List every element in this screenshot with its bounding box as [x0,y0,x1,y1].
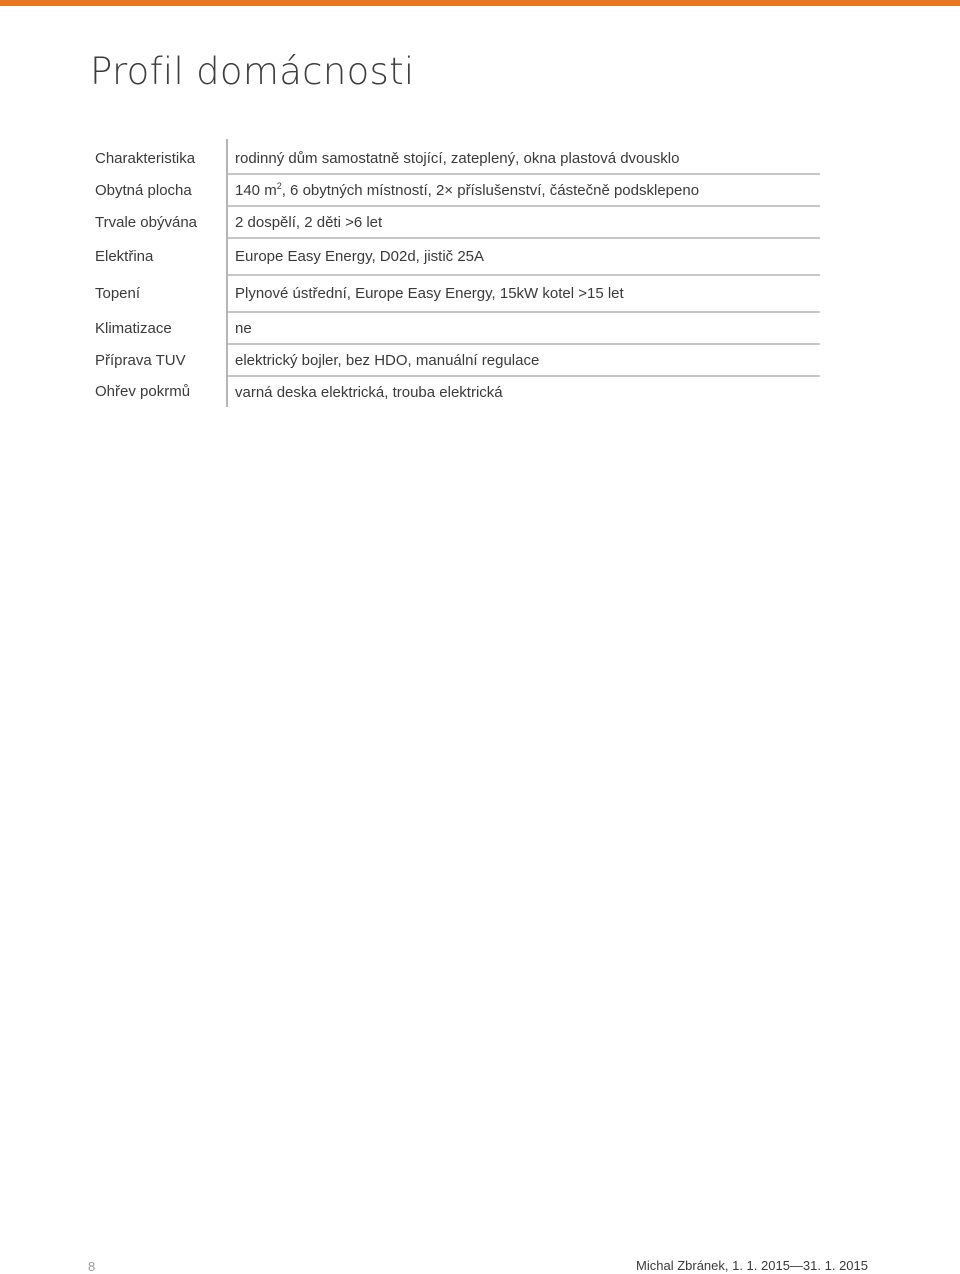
row-value: Plynové ústřední, Europe Easy Energy, 15kW kotel >15 let [227,275,820,312]
row-label: Charakteristika [88,139,227,174]
row-label: Topení [88,275,227,312]
row-label: Obytná plocha [88,174,227,206]
table-row [88,275,820,312]
table-row [88,174,820,206]
table-row [88,376,820,407]
row-value: Europe Easy Energy, D02d, jistič 25A [227,238,820,275]
table-row [88,206,820,238]
row-label: Trvale obývána [88,206,227,238]
table-row [88,139,820,174]
row-value: rodinný dům samostatně stojící, zateplený, okna plastová dvousklo [227,139,820,174]
household-profile-table [88,139,820,407]
row-value-superscript: 2 [276,181,282,191]
table-row [88,238,820,275]
row-value: varná deska elektrická, trouba elektrická [235,383,503,401]
table-row [88,312,820,344]
row-label: Klimatizace [88,312,227,344]
row-label: Příprava TUV [88,344,227,376]
table-row [88,344,820,376]
top-accent-bar [0,0,960,6]
row-value: ne [227,312,820,344]
row-value-prefix: 140 m [235,182,277,199]
row-value-suffix: , 6 obytných místností, 2× příslušenství, částečně podsklepeno [281,182,700,199]
page-number: 8 [88,1259,96,1274]
row-value: elektrický bojler, bez HDO, manuální regulace [227,344,820,376]
row-label: Ohřev pokrmů [88,376,227,407]
footer-credit: Michal Zbránek, 1. 1. 2015—31. 1. 2015 [636,1258,868,1273]
row-label: Elektřina [88,238,227,275]
row-value [227,174,820,206]
row-value: 2 dospělí, 2 děti >6 let [227,206,820,238]
page-title: Profil domácnosti [90,50,415,93]
